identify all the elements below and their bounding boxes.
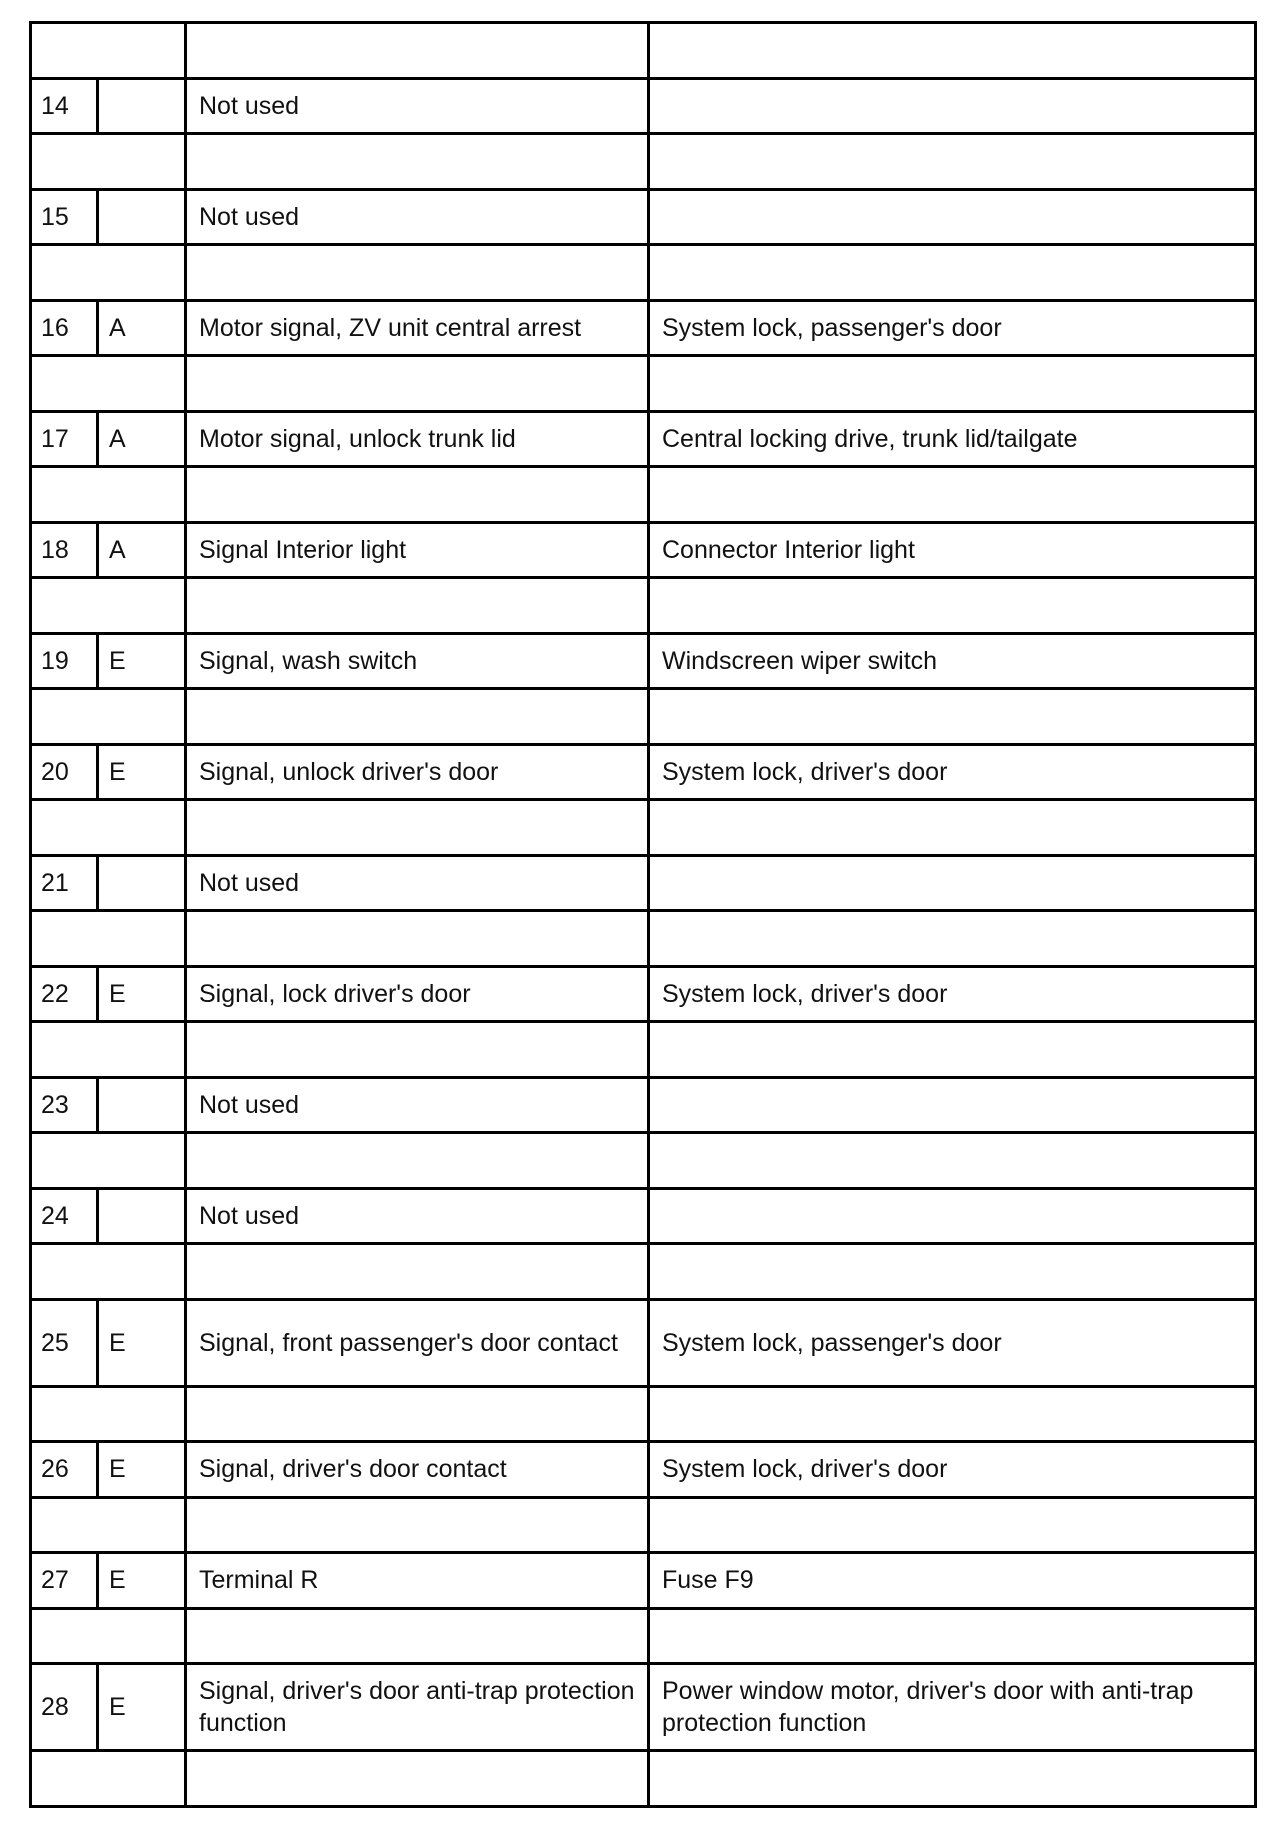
spacer-cell-pin xyxy=(31,134,186,190)
spacer-cell-pin xyxy=(31,578,186,634)
spacer-cell-pin xyxy=(31,1244,186,1300)
signal-description-cell: Signal, unlock driver's door xyxy=(186,744,649,800)
direction-cell xyxy=(98,1188,186,1244)
pin-number-cell: 26 xyxy=(31,1442,98,1498)
spacer-cell-pin xyxy=(31,1133,186,1189)
spacer-cell-component xyxy=(649,23,1256,79)
spacer-cell-component xyxy=(649,1386,1256,1442)
spacer-cell-component xyxy=(649,1497,1256,1553)
spacer-cell-component xyxy=(649,689,1256,745)
pin-assignment-table xyxy=(29,21,1257,1808)
table-row xyxy=(31,966,1256,1022)
pin-number-cell: 28 xyxy=(31,1664,98,1751)
spacer-cell-pin xyxy=(31,800,186,856)
spacer-cell-pin xyxy=(31,689,186,745)
table-spacer-row xyxy=(31,1022,1256,1078)
table-row xyxy=(31,744,1256,800)
table-row xyxy=(31,300,1256,356)
spacer-cell-component xyxy=(649,1133,1256,1189)
spacer-cell-signal xyxy=(186,1022,649,1078)
spacer-cell-signal xyxy=(186,467,649,523)
spacer-cell-pin xyxy=(31,23,186,79)
spacer-cell-signal xyxy=(186,911,649,967)
spacer-cell-component xyxy=(649,356,1256,412)
direction-cell: E xyxy=(98,966,186,1022)
pin-table-body xyxy=(31,23,1256,1807)
spacer-cell-component xyxy=(649,245,1256,301)
spacer-cell-component xyxy=(649,134,1256,190)
signal-description-cell: Not used xyxy=(186,189,649,245)
table-row xyxy=(31,1299,1256,1386)
pin-number-cell: 16 xyxy=(31,300,98,356)
direction-cell xyxy=(98,78,186,134)
spacer-cell-pin xyxy=(31,911,186,967)
spacer-cell-signal xyxy=(186,800,649,856)
signal-description-cell: Motor signal, unlock trunk lid xyxy=(186,411,649,467)
table-row xyxy=(31,189,1256,245)
signal-description-cell: Not used xyxy=(186,855,649,911)
signal-description-cell: Not used xyxy=(186,1077,649,1133)
signal-description-cell: Not used xyxy=(186,1188,649,1244)
pin-number-cell: 24 xyxy=(31,1188,98,1244)
connected-component-cell: System lock, driver's door xyxy=(649,1442,1256,1498)
spacer-cell-signal xyxy=(186,1386,649,1442)
signal-description-cell: Signal, lock driver's door xyxy=(186,966,649,1022)
connected-component-cell xyxy=(649,189,1256,245)
pin-number-cell: 15 xyxy=(31,189,98,245)
table-row xyxy=(31,855,1256,911)
spacer-cell-pin xyxy=(31,1497,186,1553)
pin-number-cell: 23 xyxy=(31,1077,98,1133)
connected-component-cell: Fuse F9 xyxy=(649,1553,1256,1609)
signal-description-cell: Signal, driver's door contact xyxy=(186,1442,649,1498)
spacer-cell-signal xyxy=(186,23,649,79)
direction-cell xyxy=(98,189,186,245)
table-row xyxy=(31,522,1256,578)
spacer-cell-signal xyxy=(186,356,649,412)
signal-description-cell: Signal, driver's door anti-trap protection function xyxy=(186,1664,649,1751)
spacer-cell-component xyxy=(649,1022,1256,1078)
table-spacer-row xyxy=(31,800,1256,856)
direction-cell: E xyxy=(98,1553,186,1609)
spacer-cell-signal xyxy=(186,245,649,301)
table-row xyxy=(31,1188,1256,1244)
table-row xyxy=(31,411,1256,467)
spacer-cell-component xyxy=(649,1608,1256,1664)
table-row xyxy=(31,1077,1256,1133)
direction-cell xyxy=(98,855,186,911)
connected-component-cell xyxy=(649,855,1256,911)
direction-cell: E xyxy=(98,1664,186,1751)
connected-component-cell: Windscreen wiper switch xyxy=(649,633,1256,689)
table-row xyxy=(31,1553,1256,1609)
connected-component-cell: Connector Interior light xyxy=(649,522,1256,578)
signal-description-cell: Motor signal, ZV unit central arrest xyxy=(186,300,649,356)
spacer-cell-signal xyxy=(186,1608,649,1664)
table-spacer-row xyxy=(31,23,1256,79)
spacer-cell-signal xyxy=(186,1497,649,1553)
spacer-cell-component xyxy=(649,800,1256,856)
direction-cell: E xyxy=(98,1299,186,1386)
spacer-cell-pin xyxy=(31,1751,186,1807)
table-row xyxy=(31,1664,1256,1751)
connected-component-cell xyxy=(649,78,1256,134)
spacer-cell-component xyxy=(649,467,1256,523)
connected-component-cell: System lock, driver's door xyxy=(649,966,1256,1022)
table-row xyxy=(31,1442,1256,1498)
pin-number-cell: 18 xyxy=(31,522,98,578)
table-spacer-row xyxy=(31,467,1256,523)
pin-number-cell: 17 xyxy=(31,411,98,467)
pin-number-cell: 25 xyxy=(31,1299,98,1386)
spacer-cell-pin xyxy=(31,1608,186,1664)
table-spacer-row xyxy=(31,356,1256,412)
spacer-cell-pin xyxy=(31,245,186,301)
connected-component-cell: System lock, passenger's door xyxy=(649,300,1256,356)
connected-component-cell xyxy=(649,1077,1256,1133)
table-spacer-row xyxy=(31,1244,1256,1300)
spacer-cell-signal xyxy=(186,689,649,745)
spacer-cell-signal xyxy=(186,1244,649,1300)
connected-component-cell xyxy=(649,1188,1256,1244)
direction-cell: A xyxy=(98,522,186,578)
connected-component-cell: Power window motor, driver's door with anti-trap protection function xyxy=(649,1664,1256,1751)
table-spacer-row xyxy=(31,1133,1256,1189)
table-spacer-row xyxy=(31,245,1256,301)
table-spacer-row xyxy=(31,134,1256,190)
signal-description-cell: Signal Interior light xyxy=(186,522,649,578)
direction-cell: E xyxy=(98,744,186,800)
spacer-cell-signal xyxy=(186,1133,649,1189)
spacer-cell-component xyxy=(649,911,1256,967)
signal-description-cell: Terminal R xyxy=(186,1553,649,1609)
pin-number-cell: 14 xyxy=(31,78,98,134)
table-spacer-row xyxy=(31,1751,1256,1807)
pin-number-cell: 27 xyxy=(31,1553,98,1609)
spacer-cell-pin xyxy=(31,1022,186,1078)
table-row xyxy=(31,633,1256,689)
table-spacer-row xyxy=(31,1608,1256,1664)
direction-cell: E xyxy=(98,633,186,689)
pin-number-cell: 20 xyxy=(31,744,98,800)
spacer-cell-component xyxy=(649,578,1256,634)
connected-component-cell: System lock, passenger's door xyxy=(649,1299,1256,1386)
table-spacer-row xyxy=(31,689,1256,745)
pin-number-cell: 19 xyxy=(31,633,98,689)
signal-description-cell: Signal, front passenger's door contact xyxy=(186,1299,649,1386)
spacer-cell-signal xyxy=(186,1751,649,1807)
pin-number-cell: 21 xyxy=(31,855,98,911)
connected-component-cell: Central locking drive, trunk lid/tailgate xyxy=(649,411,1256,467)
spacer-cell-pin xyxy=(31,356,186,412)
table-row xyxy=(31,78,1256,134)
pin-number-cell: 22 xyxy=(31,966,98,1022)
table-spacer-row xyxy=(31,1386,1256,1442)
spacer-cell-pin xyxy=(31,467,186,523)
spacer-cell-component xyxy=(649,1751,1256,1807)
direction-cell: A xyxy=(98,411,186,467)
spacer-cell-pin xyxy=(31,1386,186,1442)
table-spacer-row xyxy=(31,911,1256,967)
direction-cell: A xyxy=(98,300,186,356)
spacer-cell-signal xyxy=(186,134,649,190)
connected-component-cell: System lock, driver's door xyxy=(649,744,1256,800)
table-spacer-row xyxy=(31,578,1256,634)
table-spacer-row xyxy=(31,1497,1256,1553)
signal-description-cell: Not used xyxy=(186,78,649,134)
direction-cell xyxy=(98,1077,186,1133)
spacer-cell-component xyxy=(649,1244,1256,1300)
direction-cell: E xyxy=(98,1442,186,1498)
spacer-cell-signal xyxy=(186,578,649,634)
signal-description-cell: Signal, wash switch xyxy=(186,633,649,689)
